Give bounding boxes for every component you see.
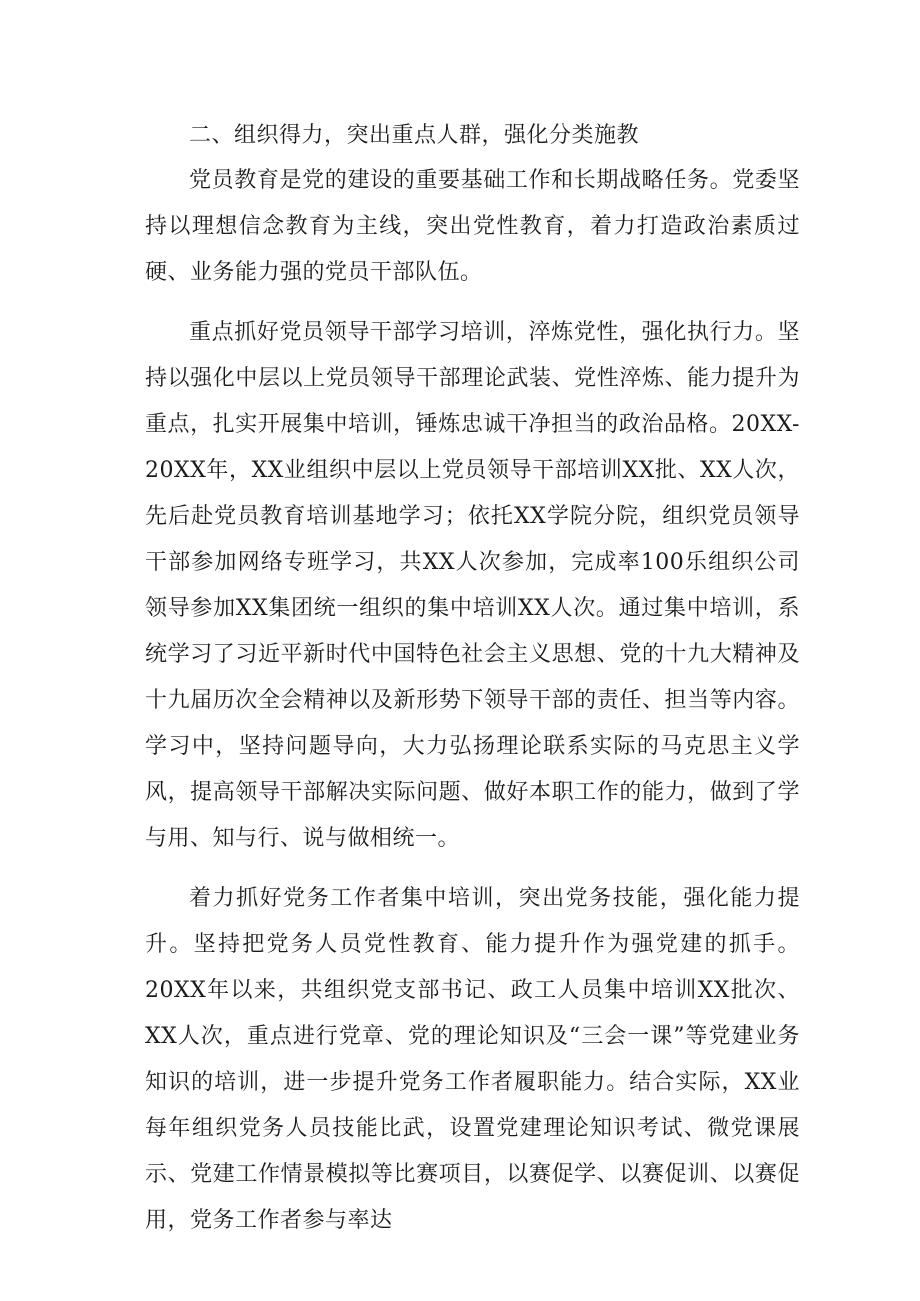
document-body bbox=[145, 114, 800, 1244]
paragraph-party-worker-training: 着力抓好党务工作者集中培训，突出党务技能，强化能力提升。坚持把党务人员党性教育、能力提升作为强党建的抓手。20XX年以来，共组织党支部书记、政工人员集中培训XX批次、XX人次，重点进行党章、党的理论知识及“三会一课”等党建业务知识的培训，进一步提升党务工作者履职能力。结合实际，XX业每年组织党务人员技能比武，设置党建理论知识考试、微党课展示、党建工作情景模拟等比赛项目，以赛促学、以赛促训、以赛促用，党务工作者参与率达 bbox=[145, 886, 800, 1233]
paragraph-intro: 党员教育是党的建设的重要基础工作和长期战略任务。党委坚持以理想信念教育为主线，突出党性教育，着力打造政治素质过硬、业务能力强的党员干部队伍。 bbox=[145, 168, 800, 285]
paragraph-leader-training: 重点抓好党员领导干部学习培训，淬炼党性，强化执行力。坚持以强化中层以上党员领导干部理论武装、党性淬炼、能力提升为重点，扎实开展集中培训，锤炼忠诚干净担当的政治品格。20XX-20XX年，XX业组织中层以上党员领导干部培训XX批、XX人次，先后赴党员教育培训基地学习；依托XX学院分院，组织党员领导干部参加网络专班学习，共XX人次参加，完成率100乐组织公司领导参加XX集团统一组织的集中培训XX人次。通过集中培训，系统学习了习近平新时代中国特色社会主义思想、党的十九大精神及十九届历次全会精神以及新形势下领导干部的责任、担当等内容。学习中，坚持问题导向，大力弘扬理论联系实际的马克思主义学风，提高领导干部解决实际问题、做好本职工作的能力，做到了学与用、知与行、说与做相统一。 bbox=[145, 320, 800, 851]
section-heading: 二、组织得力，突出重点人群，强化分类施教 bbox=[189, 123, 640, 148]
